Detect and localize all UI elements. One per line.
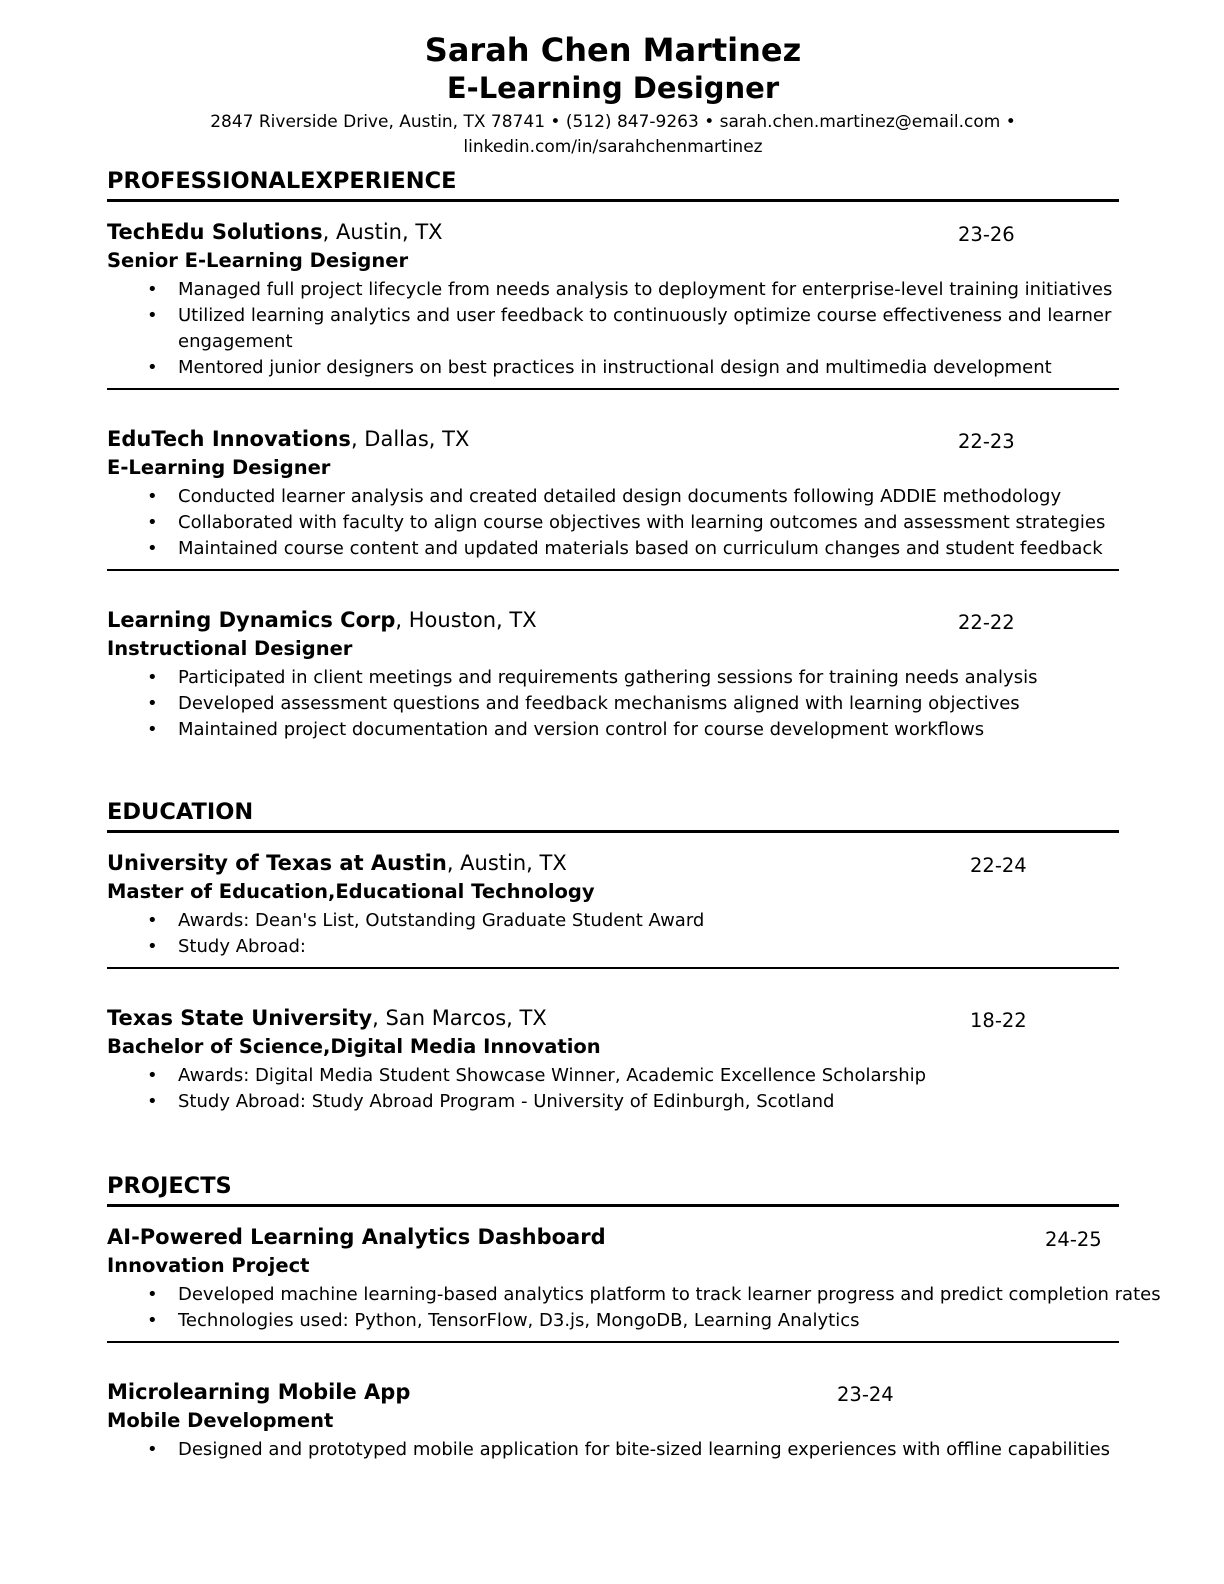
bullet-item	[107, 277, 1179, 303]
section-experience	[107, 168, 1119, 743]
entry-header	[107, 607, 1119, 634]
section-body-experience	[107, 202, 1119, 743]
project-title: Microlearning Mobile App	[107, 1380, 411, 1404]
entry-dates: 22-24	[970, 854, 1027, 877]
project-entry-1	[107, 1224, 1161, 1334]
section-heading-projects: PROJECTS	[107, 1173, 1119, 1207]
bullet-item	[107, 934, 1179, 960]
bullet-text: Study Abroad:	[178, 936, 306, 957]
bullet-text: Study Abroad: Study Abroad Program - University of Edinburgh, Scotland	[178, 1091, 835, 1112]
bullet-list	[107, 1282, 1179, 1334]
bullet-item	[107, 510, 1179, 536]
entry-role: Senior E-Learning Designer	[107, 249, 409, 272]
bullet-list	[107, 1063, 1179, 1115]
bullet-list	[107, 277, 1179, 381]
bullet-text: Mentored junior designers on best practices in instructional design and multimedia development	[178, 357, 1052, 378]
contact-line-2: linkedin.com/in/sarahchenmartinez	[463, 137, 763, 157]
entry-header	[107, 426, 1119, 453]
entry-location: , Dallas, TX	[350, 427, 470, 451]
entry-role: Instructional Designer	[107, 637, 353, 660]
section-body-projects	[107, 1207, 1161, 1463]
bullet-item	[107, 717, 1179, 743]
education-entry-2	[107, 1005, 1119, 1115]
org-name: EduTech Innovations	[107, 427, 351, 451]
section-body-education	[107, 833, 1119, 1115]
entry-dates: 22-23	[958, 430, 1015, 453]
bullet-item	[107, 908, 1179, 934]
bullet-text: Managed full project lifecycle from needs analysis to deployment for enterprise-level training initiatives	[178, 279, 1113, 300]
entry-dates: 23-24	[837, 1383, 894, 1406]
entry-location: , Austin, TX	[446, 851, 567, 875]
bullet-item	[107, 1089, 1179, 1115]
section-education	[107, 799, 1119, 1115]
entry-role: Bachelor of Science,Digital Media Innovation	[107, 1035, 601, 1058]
entry-dates: 22-22	[958, 611, 1015, 634]
experience-entry-3	[107, 607, 1119, 743]
bullet-text: Designed and prototyped mobile application for bite-sized learning experiences with offline capabilities	[178, 1439, 1111, 1460]
section-projects	[107, 1173, 1161, 1463]
project-entry-2	[107, 1379, 1119, 1463]
entry-location: , San Marcos, TX	[372, 1006, 547, 1030]
person-title: E-Learning Designer	[446, 71, 780, 105]
bullet-list	[107, 1437, 1179, 1463]
bullet-item	[107, 1437, 1179, 1463]
bullet-text: Participated in client meetings and requirements gathering sessions for training needs analysis	[178, 667, 1038, 688]
bullet-text: Awards: Dean's List, Outstanding Graduate Student Award	[178, 910, 705, 931]
bullet-text: Technologies used: Python, TensorFlow, D3.js, MongoDB, Learning Analytics	[178, 1310, 860, 1331]
bullet-text: Maintained project documentation and version control for course development workflows	[178, 719, 985, 740]
org-name: TechEdu Solutions	[107, 220, 323, 244]
entry-dates: 18-22	[970, 1009, 1027, 1032]
org-name: University of Texas at Austin	[107, 851, 447, 875]
entry-divider	[107, 569, 1119, 571]
entry-header	[107, 1005, 1119, 1032]
entry-dates: 23-26	[958, 223, 1015, 246]
bullet-text: Developed machine learning-based analytics platform to track learner progress and predict completion rates	[178, 1284, 1161, 1305]
bullet-text: Conducted learner analysis and created detailed design documents following ADDIE methodology	[178, 486, 1062, 507]
entry-header	[107, 1224, 1119, 1251]
bullet-text: Collaborated with faculty to align course objectives with learning outcomes and assessment strategies	[178, 512, 1106, 533]
bullet-list	[107, 908, 1179, 960]
person-name: Sarah Chen Martinez	[424, 31, 802, 69]
bullet-item	[107, 536, 1179, 562]
entry-role: E-Learning Designer	[107, 456, 331, 479]
org-name: Learning Dynamics Corp	[107, 608, 396, 632]
entry-divider	[107, 1341, 1119, 1343]
entry-role: Mobile Development	[107, 1409, 334, 1432]
project-title: AI-Powered Learning Analytics Dashboard	[107, 1225, 606, 1249]
entry-location: , Austin, TX	[322, 220, 443, 244]
bullet-item	[107, 1282, 1179, 1308]
org-name: Texas State University	[107, 1006, 373, 1030]
entry-role: Master of Education,Educational Technology	[107, 880, 595, 903]
section-heading-education: EDUCATION	[107, 799, 1119, 833]
entry-divider	[107, 388, 1119, 390]
bullet-item	[107, 1063, 1179, 1089]
bullet-item	[107, 665, 1179, 691]
entry-header	[107, 850, 1119, 877]
bullet-item	[107, 303, 1179, 355]
entry-dates: 24-25	[1045, 1228, 1102, 1251]
experience-entry-2	[107, 426, 1119, 562]
entry-header	[107, 219, 1119, 246]
contact-info	[107, 110, 1119, 160]
bullet-list	[107, 665, 1179, 743]
bullet-text: Maintained course content and updated materials based on curriculum changes and student feedback	[178, 538, 1103, 559]
entry-divider	[107, 967, 1119, 969]
experience-entry-1	[107, 219, 1119, 381]
contact-line-1: 2847 Riverside Drive, Austin, TX 78741 • (512) 847-9263 • sarah.chen.martinez@email.com •	[210, 112, 1016, 132]
bullet-text: Awards: Digital Media Student Showcase Winner, Academic Excellence Scholarship	[178, 1065, 927, 1086]
section-heading-experience: PROFESSIONALEXPERIENCE	[107, 168, 1119, 202]
bullet-text: Developed assessment questions and feedback mechanisms aligned with learning objectives	[178, 693, 1020, 714]
resume-header	[107, 30, 1119, 160]
education-entry-1	[107, 850, 1119, 960]
bullet-item	[107, 484, 1179, 510]
entry-location: , Houston, TX	[395, 608, 537, 632]
entry-header	[107, 1379, 1119, 1406]
bullet-list	[107, 484, 1179, 562]
entry-role: Innovation Project	[107, 1254, 310, 1277]
bullet-item	[107, 1308, 1179, 1334]
bullet-item	[107, 355, 1179, 381]
bullet-item	[107, 691, 1179, 717]
bullet-text: Utilized learning analytics and user feedback to continuously optimize course effectiveness and learner engagement	[178, 305, 1112, 352]
resume-document	[107, 30, 1161, 1463]
